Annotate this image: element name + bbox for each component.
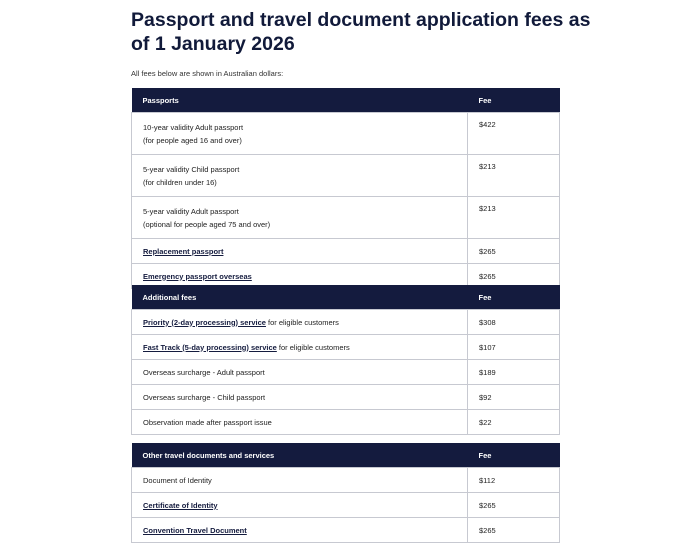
table-header-row [132,285,560,310]
fee-cell: $265 [468,518,560,543]
item-cell: Overseas surcharge - Child passport [132,385,468,410]
table-header-row [132,443,560,468]
passports-fee-table [131,88,560,289]
table-header-row [132,88,560,113]
item-cell [132,310,468,335]
column-header-fee: Fee [468,88,560,113]
item-cell [132,113,468,155]
item-cell [132,239,468,264]
fee-cell: $422 [468,113,560,155]
item-note: (for children under 16) [143,177,217,187]
fee-cell: $308 [468,310,560,335]
table-row [132,518,560,543]
fee-cell: $265 [468,239,560,264]
fee-cell: $265 [468,493,560,518]
fee-cell: $189 [468,360,560,385]
table-row [132,360,560,385]
fee-cell: $213 [468,197,560,239]
item-cell [132,335,468,360]
fast-track-service-link[interactable]: Fast Track (5-day processing) service [143,342,277,352]
table-row [132,385,560,410]
column-header-fee: Fee [468,285,560,310]
column-header-item: Additional fees [132,285,468,310]
item-note: (for people aged 16 and over) [143,135,242,145]
fee-cell: $107 [468,335,560,360]
item-cell [132,155,468,197]
table-row [132,493,560,518]
item-cell [132,197,468,239]
additional-fees-table [131,285,560,435]
item-title: 10-year validity Adult passport [143,122,244,132]
priority-service-link[interactable]: Priority (2-day processing) service [143,317,266,327]
table-row [132,335,560,360]
fee-cell: $265 [468,264,560,289]
table-row [132,197,560,239]
replacement-passport-link[interactable]: Replacement passport [143,246,224,256]
table-row [132,410,560,435]
column-header-item: Passports [132,88,468,113]
table-row [132,468,560,493]
item-cell: Overseas surcharge - Adult passport [132,360,468,385]
table-row [132,155,560,197]
item-cell: Document of Identity [132,468,468,493]
table-row [132,239,560,264]
item-suffix: for eligible customers [276,342,350,352]
item-note: (optional for people aged 75 and over) [143,219,271,229]
fee-cell: $112 [468,468,560,493]
table-row [132,310,560,335]
column-header-item: Other travel documents and services [132,443,468,468]
page-title: Passport and travel document application fees as of 1 January 2026 [131,9,591,55]
item-suffix: for eligible customers [265,317,339,327]
item-title: 5-year validity Child passport [143,164,240,174]
item-cell [132,518,468,543]
item-cell [132,493,468,518]
table-row [132,113,560,155]
item-cell: Observation made after passport issue [132,410,468,435]
fee-cell: $92 [468,385,560,410]
convention-travel-document-link[interactable]: Convention Travel Document [143,525,247,535]
fee-cell: $213 [468,155,560,197]
other-documents-table [131,443,560,543]
item-title: 5-year validity Adult passport [143,206,239,216]
fee-cell: $22 [468,410,560,435]
column-header-fee: Fee [468,443,560,468]
certificate-of-identity-link[interactable]: Certificate of Identity [143,500,218,510]
intro-text: All fees below are shown in Australian dollars: [131,69,284,78]
emergency-passport-link[interactable]: Emergency passport overseas [143,271,252,281]
